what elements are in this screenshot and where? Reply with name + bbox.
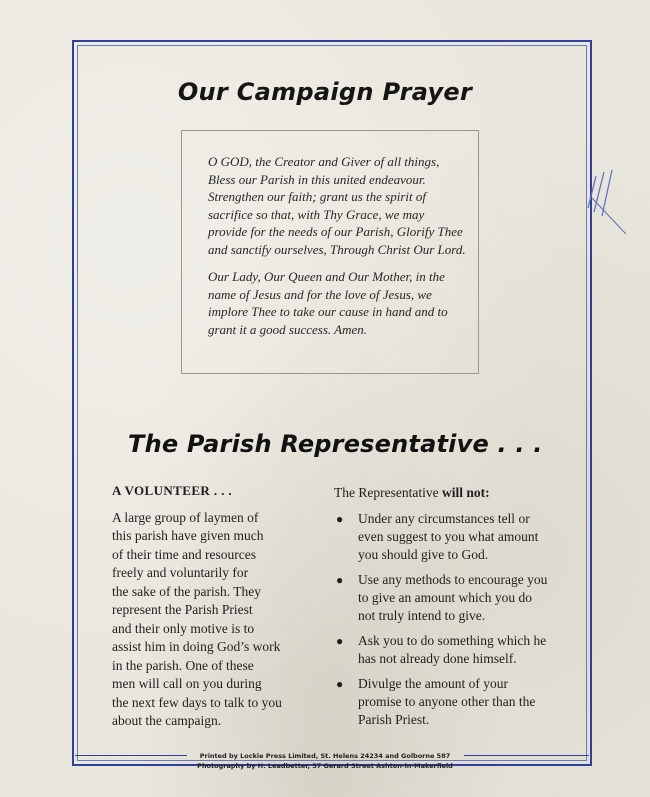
list-item-text: Use any methods to encourage you to give an amount which you do not truly intend to give.	[358, 572, 548, 623]
printer-credits	[0, 751, 650, 771]
list-item	[334, 571, 552, 625]
list-item	[334, 510, 552, 564]
prayer-title: Our Campaign Prayer	[177, 78, 473, 106]
list-item-text: Divulge the amount of your promise to anyone other than the Parish Priest.	[358, 676, 536, 727]
printer-credit-line: Printed by Lockie Press Limited, St. Helens 24234 and Golborne 587	[199, 752, 451, 760]
prayer-paragraph-2: Our Lady, Our Queen and Our Mother, in the name of Jesus and for the love of Jesus, we implore Thee to take our cause in hand and to grant it a good success. Amen.	[208, 269, 448, 337]
will-not-intro	[334, 484, 552, 502]
prayer-box	[181, 130, 479, 374]
bullet-icon: ●	[336, 512, 344, 526]
bullet-icon: ●	[336, 677, 344, 691]
representative-heading: The Parish Representative . . .	[128, 430, 543, 458]
will-not-emphasis: will not:	[441, 485, 490, 500]
volunteer-text: A large group of laymen of this parish have given much of their time and resources freely and voluntarily for the sake of the parish. They represent the Parish Priest and their only motive is to assist him in doing God’s work in the parish. One of these men will call on you during the next few days to talk to you about the campaign.	[112, 509, 282, 728]
list-item-text: Ask you to do something which he has not already done himself.	[358, 633, 547, 666]
will-not-column	[334, 484, 552, 736]
will-not-list	[334, 510, 552, 729]
pen-mark-icon	[582, 168, 632, 238]
list-item-text: Under any circumstances tell or even suggest to you what amount you should give to God.	[358, 511, 539, 562]
bullet-icon: ●	[336, 634, 344, 648]
bullet-icon: ●	[336, 573, 344, 587]
list-item	[334, 632, 552, 668]
will-not-intro-text: The Representative	[334, 485, 439, 500]
photo-credit-line: Photography by H. Leadbetter, 57 Gerard Street Ashton-in-Makerfield	[197, 762, 453, 770]
volunteer-column	[112, 482, 312, 731]
volunteer-heading: A VOLUNTEER . . .	[112, 483, 233, 498]
list-item	[334, 675, 552, 729]
prayer-paragraph-1: O GOD, the Creator and Giver of all things, Bless our Parish in this united endeavour. Strengthen our faith; grant us the spirit of sacrifice so that, with Thy Grace, we may provide for the needs of our Parish, Glorify Thee and sanctify ourselves, Through Christ Our Lord.	[208, 154, 466, 257]
